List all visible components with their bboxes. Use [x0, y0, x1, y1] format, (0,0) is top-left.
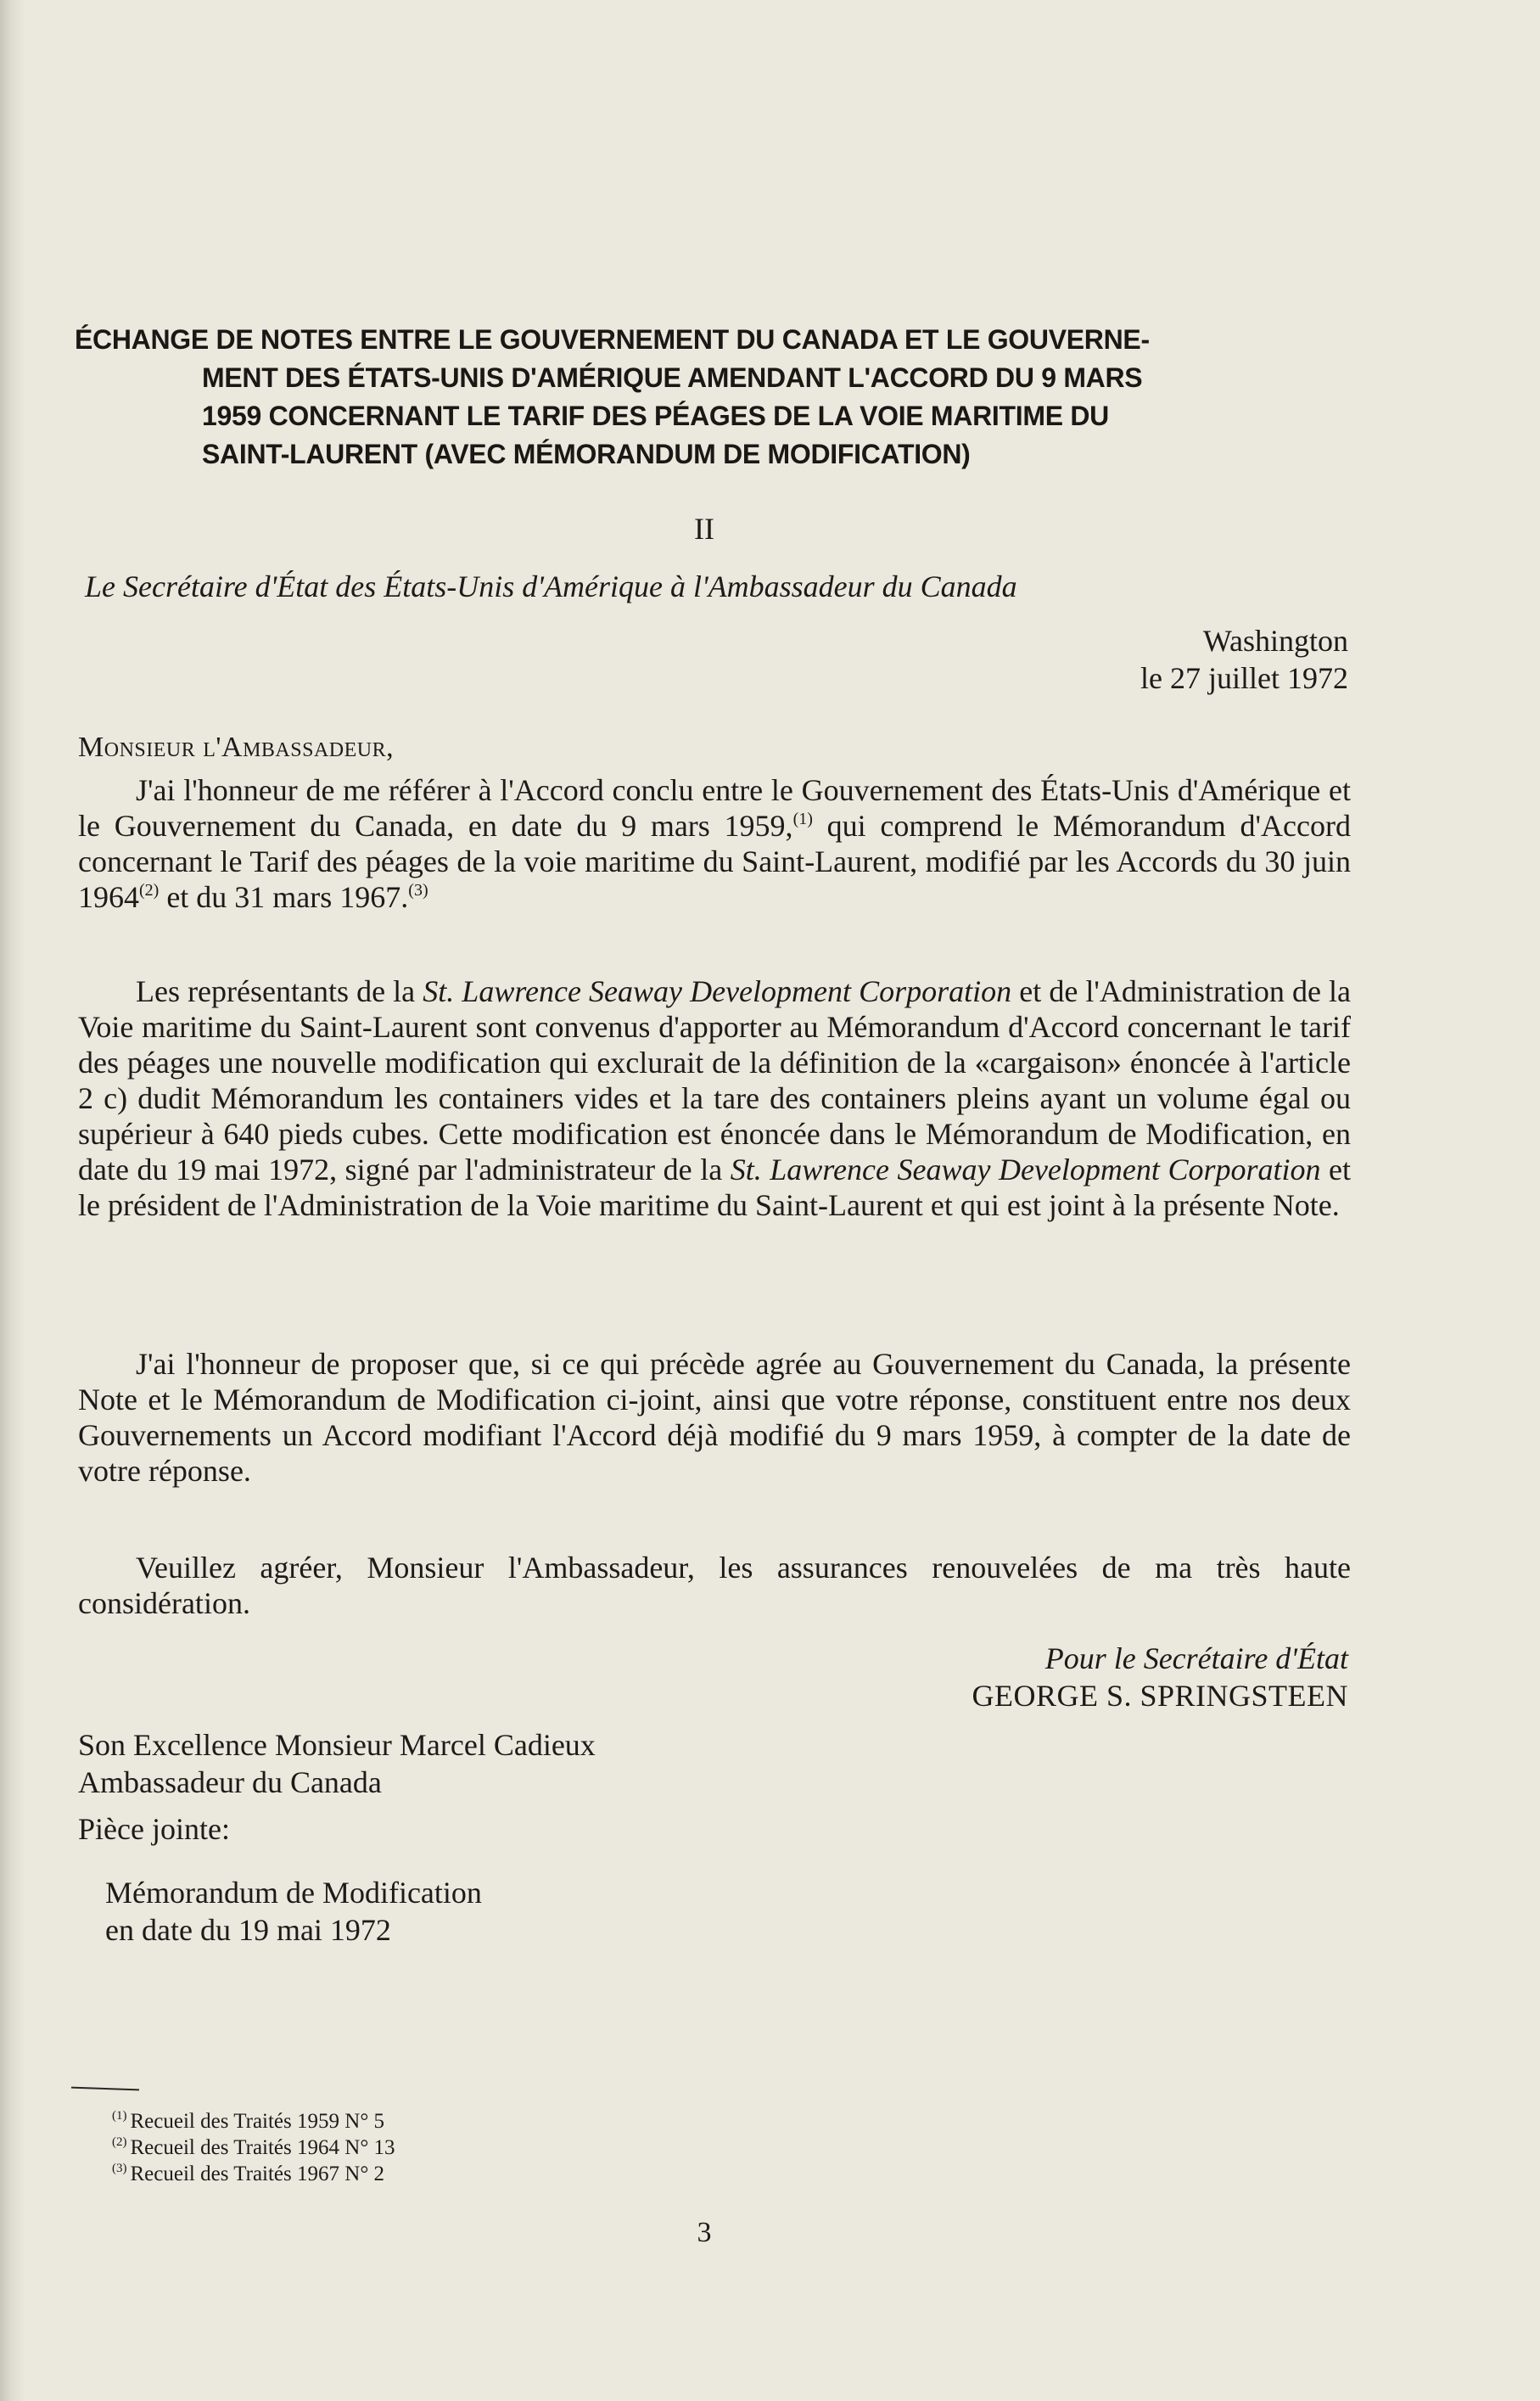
- footnote-text: Recueil des Traités 1959 N° 5: [130, 2110, 385, 2133]
- signature-block: [972, 1640, 1348, 1714]
- paragraph-4: [78, 1550, 1351, 1621]
- organization-name: St. Lawrence Seaway Development Corporation: [730, 1153, 1321, 1186]
- footnote-item: [112, 2108, 395, 2135]
- enclosure-line: Mémorandum de Modification: [105, 1876, 482, 1910]
- page-gutter-shadow: [0, 0, 25, 2401]
- footnotes: [112, 2108, 395, 2187]
- document-title: [75, 321, 1364, 474]
- recipient-block: [78, 1726, 596, 1801]
- place: Washington: [1202, 624, 1348, 658]
- footnote-mark: (2): [112, 2135, 127, 2149]
- footnote-divider: [71, 2087, 139, 2091]
- paragraph-text: J'ai l'honneur de me référer à l'Accord conclu entre le Gouvernement des États-Unis d'Amérique et le Gouvernement du Canada, en date du 9 mars 1959,: [78, 773, 1351, 843]
- note-subtitle: Le Secrétaire d'État des États-Unis d'Amérique à l'Ambassadeur du Canada: [85, 569, 1017, 603]
- date: le 27 juillet 1972: [1140, 661, 1348, 695]
- footnote-ref: (1): [792, 810, 813, 828]
- title-line: SAINT-LAURENT (AVEC MÉMORANDUM DE MODIFICATION): [202, 439, 971, 469]
- enclosure-line: en date du 19 mai 1972: [105, 1913, 391, 1947]
- paragraph-text: qui comprend le Mémorandum d'Accord concernant le Tarif des péages de la voie maritime du Saint-Laurent, modifié par les Accords du 30 juin 1964: [78, 809, 1351, 914]
- place-and-date: [1140, 622, 1348, 697]
- salutation: Monsieur l'Ambassadeur,: [78, 732, 395, 763]
- paragraph-text: et le président de l'Administration de la Voie maritime du Saint-Laurent et qui est joint à la présente Note.: [78, 1153, 1352, 1222]
- footnote-mark: (3): [112, 2162, 127, 2175]
- paragraph-text: et du 31 mars 1967.: [159, 880, 409, 914]
- footnote-ref: (2): [139, 881, 160, 900]
- footnote-ref: (3): [408, 881, 428, 900]
- enclosure-description: [105, 1874, 482, 1949]
- footnote-text: Recueil des Traités 1967 N° 2: [130, 2163, 385, 2185]
- enclosure-label: Pièce jointe:: [78, 1812, 230, 1846]
- paragraph-text: Les représentants de la: [136, 974, 423, 1008]
- signatory-name: GEORGE S. SPRINGSTEEN: [972, 1679, 1348, 1713]
- footnote-item: [112, 2161, 395, 2187]
- paragraph-text: et de l'Administration de la Voie maritime du Saint-Laurent sont convenus d'apporter au Mémorandum d'Accord concernant le tarif des péages une nouvelle modification qui exclurait de la définition de la «cargaison» énoncée à l'article 2 c) dudit Mémorandum les containers vides et la tare des containers pleins ayant un volume égal ou supérieur à 640 pieds cubes. Cette modification est énoncée dans le Mémorandum de Modification, en date du 19 mai 1972, signé par l'administrateur de la: [78, 974, 1351, 1186]
- paragraph-1: [78, 772, 1351, 915]
- footnote-item: [112, 2135, 395, 2161]
- page-number: 3: [697, 2217, 712, 2248]
- title-line: MENT DES ÉTATS-UNIS D'AMÉRIQUE AMENDANT L'ACCORD DU 9 MARS: [202, 362, 1143, 393]
- title-line: 1959 CONCERNANT LE TARIF DES PÉAGES DE LA VOIE MARITIME DU: [202, 401, 1109, 431]
- organization-name: St. Lawrence Seaway Development Corporation: [423, 974, 1012, 1008]
- recipient-title: Ambassadeur du Canada: [78, 1765, 382, 1799]
- paragraph-text: J'ai l'honneur de proposer que, si ce qui précède agrée au Gouvernement du Canada, la présente Note et le Mémorandum de Modification ci-joint, ainsi que votre réponse, constituent entre nos deux Gouvernements un Accord modifiant l'Accord déjà modifié du 9 mars 1959, à compter de la date de votre réponse.: [78, 1347, 1351, 1488]
- footnote-mark: (1): [112, 2109, 127, 2123]
- recipient-name: Son Excellence Monsieur Marcel Cadieux: [78, 1728, 596, 1762]
- paragraph-2: [78, 973, 1351, 1223]
- note-number: II: [694, 512, 714, 546]
- title-line: ÉCHANGE DE NOTES ENTRE LE GOUVERNEMENT DU CANADA ET LE GOUVERNE-: [75, 324, 1150, 355]
- paragraph-3: [78, 1346, 1351, 1489]
- paragraph-text: Veuillez agréer, Monsieur l'Ambassadeur, les assurances renouvelées de ma très haute considération.: [78, 1551, 1351, 1620]
- signature-line: Pour le Secrétaire d'État: [1044, 1641, 1348, 1675]
- footnote-text: Recueil des Traités 1964 N° 13: [130, 2136, 395, 2159]
